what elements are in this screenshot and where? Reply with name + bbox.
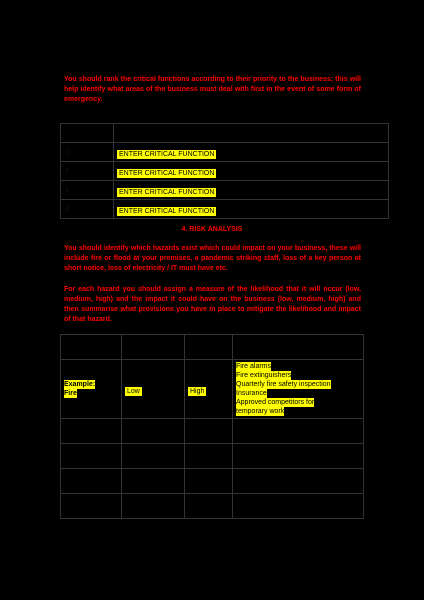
priority-number: 1 xyxy=(61,143,114,162)
table-header-row xyxy=(61,335,364,360)
mitigation-item[interactable]: Fire alarms xyxy=(236,363,272,370)
empty-cell[interactable] xyxy=(233,444,364,469)
table-header-row xyxy=(61,124,389,143)
critical-function-field[interactable]: ENTER CRITICAL FUNCTION xyxy=(119,189,215,196)
table-row xyxy=(61,143,389,162)
priority-number: 4 xyxy=(61,200,114,219)
hazard-value[interactable]: Fire xyxy=(64,390,77,397)
mitigation-item[interactable]: Quarterly fire safety inspection xyxy=(236,381,331,388)
mitigation-item[interactable]: Insurance xyxy=(236,390,267,397)
empty-cell[interactable] xyxy=(61,469,122,494)
table-row xyxy=(61,469,364,494)
critical-functions-table xyxy=(60,123,389,219)
priority-number: 2 xyxy=(61,162,114,181)
risk-analysis-table xyxy=(60,334,364,519)
empty-cell[interactable] xyxy=(61,419,122,444)
section-heading: 4. RISK ANALYSIS xyxy=(181,226,243,233)
likelihood-value[interactable]: Low xyxy=(127,388,140,395)
empty-cell[interactable] xyxy=(185,444,233,469)
mitigation-header: MITIGATION IN PLACE xyxy=(237,346,313,353)
empty-cell[interactable] xyxy=(122,469,185,494)
priority-number: 3 xyxy=(61,181,114,200)
empty-cell[interactable] xyxy=(185,469,233,494)
table-row xyxy=(61,419,364,444)
likelihood-header: LIKELIHOOD xyxy=(126,346,170,353)
intro-paragraph: You should rank the critical functions according to their priority to the business; this will help identify what areas of the business must deal with first in the event of some form of emergency. xyxy=(64,76,361,103)
mitigation-item[interactable]: Approved competitors for xyxy=(236,399,315,406)
table-row xyxy=(61,162,389,181)
impact-header: IMPACT xyxy=(189,346,216,353)
empty-cell[interactable] xyxy=(185,419,233,444)
empty-cell[interactable] xyxy=(61,494,122,519)
critical-function-header: Critical Function xyxy=(117,132,173,139)
mitigation-item[interactable]: Fire extinguishers xyxy=(236,372,292,379)
critical-function-field[interactable]: ENTER CRITICAL FUNCTION xyxy=(119,151,215,158)
risk-paragraph-1: You should identify which hazards exist which could impact on your business, these will include fire or flood at your premises, a pandemic striking staff, loss of a key person at short notice, loss of electricity / IT must have etc. xyxy=(64,245,361,272)
example-label: Example: xyxy=(64,381,96,388)
impact-value[interactable]: High xyxy=(190,388,205,395)
empty-cell[interactable] xyxy=(233,469,364,494)
empty-cell[interactable] xyxy=(233,494,364,519)
empty-cell[interactable] xyxy=(122,419,185,444)
empty-cell[interactable] xyxy=(185,494,233,519)
table-row xyxy=(61,494,364,519)
table-row xyxy=(61,360,364,419)
table-row xyxy=(61,181,389,200)
critical-function-field[interactable]: ENTER CRITICAL FUNCTION xyxy=(119,208,215,215)
table-row xyxy=(61,200,389,219)
priority-header: Priority xyxy=(65,129,90,137)
risk-paragraph-2: For each hazard you should assign a measure of the likelihood that it will occur (low, medium, high) and the impact it could have on the business (low, medium, high) and then summarise what provisions you have in place to mitigate the likelihood and impact of that hazard. xyxy=(64,286,361,323)
table-row xyxy=(61,444,364,469)
empty-cell[interactable] xyxy=(233,419,364,444)
mitigation-item[interactable]: temporary work xyxy=(236,408,285,415)
empty-cell[interactable] xyxy=(61,444,122,469)
empty-cell[interactable] xyxy=(122,444,185,469)
empty-cell[interactable] xyxy=(122,494,185,519)
critical-function-field[interactable]: ENTER CRITICAL FUNCTION xyxy=(119,170,215,177)
hazard-header: HAZARD xyxy=(65,346,95,353)
